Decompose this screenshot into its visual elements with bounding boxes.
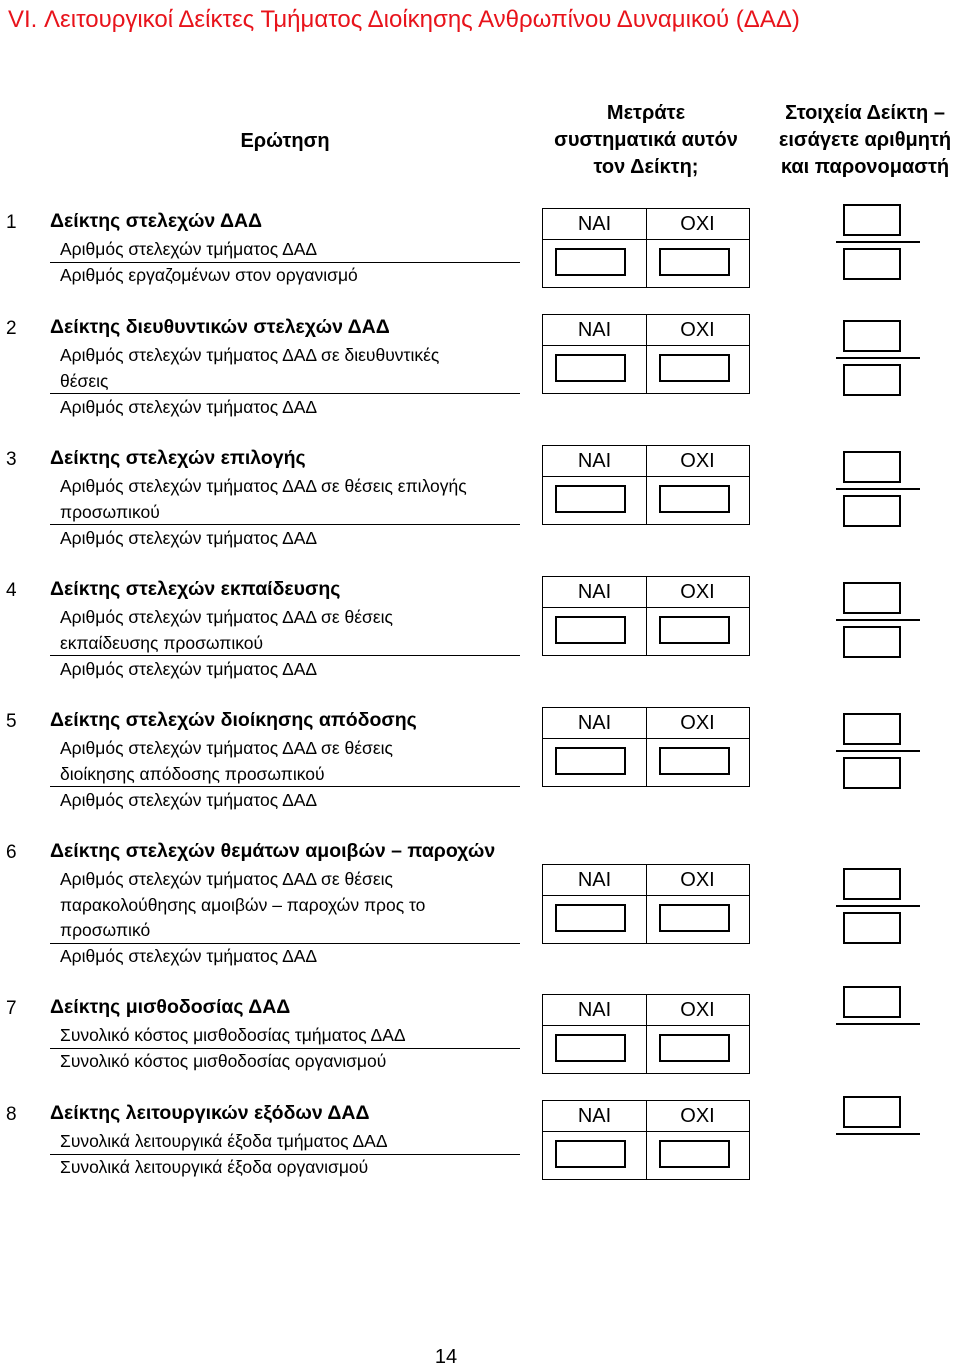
question-column-header: Ερώτηση	[240, 130, 330, 152]
denominator-text: Αριθμός στελεχών τμήματος ΔΑΔ	[60, 396, 318, 417]
column-divider	[646, 577, 647, 655]
numerator-text: Αριθμός στελεχών τμήματος ΔΑΔ	[60, 239, 318, 259]
yes-no-selector	[542, 208, 750, 288]
numerator-input[interactable]	[843, 320, 901, 352]
no-checkbox[interactable]	[659, 904, 730, 932]
row-divider	[543, 895, 749, 896]
row-divider	[543, 607, 749, 608]
no-label: ΟΧΙ	[680, 319, 715, 341]
yes-label: ΝΑΙ	[577, 581, 612, 603]
yes-label: ΝΑΙ	[577, 213, 612, 235]
data-header-line-2: εισάγετε αριθμητή	[778, 129, 952, 151]
item-number: 7	[6, 998, 17, 1019]
item-number: 4	[6, 580, 17, 601]
numerator-text: Αριθμός στελεχών τμήματος ΔΑΔ σε θέσεις επιλογής	[60, 476, 467, 496]
measure-header-line-1: Μετράτε	[606, 102, 686, 124]
yes-label: ΝΑΙ	[577, 712, 612, 734]
numerator-input[interactable]	[843, 204, 901, 236]
fraction-line	[836, 241, 920, 243]
denominator-text: Αριθμός στελεχών τμήματος ΔΑΔ	[60, 658, 318, 679]
yes-label: ΝΑΙ	[577, 1105, 612, 1127]
no-label: ΟΧΙ	[680, 581, 715, 603]
item-number: 2	[6, 318, 17, 339]
row-divider	[543, 476, 749, 477]
no-label: ΟΧΙ	[680, 869, 715, 891]
measure-column-header	[540, 100, 752, 181]
yes-checkbox[interactable]	[555, 1034, 626, 1062]
fraction-line	[836, 750, 920, 752]
denominator-input[interactable]	[843, 364, 901, 396]
yes-label: ΝΑΙ	[577, 319, 612, 341]
yes-no-selector	[542, 707, 750, 787]
numerator-text: Συνολικό κόστος μισθοδοσίας τμήματος ΔΑΔ	[60, 1025, 406, 1045]
no-checkbox[interactable]	[659, 248, 730, 276]
fraction-line	[836, 357, 920, 359]
no-checkbox[interactable]	[659, 1140, 730, 1168]
data-header-line-1: Στοιχεία Δείκτη –	[785, 102, 945, 124]
no-checkbox[interactable]	[659, 485, 730, 513]
item-number: 3	[6, 449, 17, 470]
item-title: Δείκτης λειτουργικών εξόδων ΔΑΔ	[50, 1102, 370, 1124]
yes-checkbox[interactable]	[555, 354, 626, 382]
column-divider	[646, 708, 647, 786]
yes-label: ΝΑΙ	[577, 999, 612, 1021]
numerator-input[interactable]	[843, 713, 901, 745]
denominator-text: Συνολικό κόστος μισθοδοσίας οργανισμού	[60, 1051, 387, 1071]
numerator-text: Αριθμός στελεχών τμήματος ΔΑΔ σε θέσεις	[60, 607, 393, 627]
yes-checkbox[interactable]	[555, 616, 626, 644]
numerator-input[interactable]	[843, 451, 901, 483]
numerator-text: Αριθμός στελεχών τμήματος ΔΑΔ σε θέσεις	[60, 738, 393, 758]
no-label: ΟΧΙ	[680, 999, 715, 1021]
denominator-text: Αριθμός στελεχών τμήματος ΔΑΔ	[60, 527, 318, 548]
column-divider	[646, 315, 647, 393]
yes-checkbox[interactable]	[555, 904, 626, 932]
numerator-text: διοίκησης απόδοσης προσωπικού	[60, 763, 325, 784]
numerator-text: εκπαίδευσης προσωπικού	[60, 632, 264, 653]
fraction-line	[836, 488, 920, 490]
yes-label: ΝΑΙ	[577, 450, 612, 472]
item-title: Δείκτης στελεχών διοίκησης απόδοσης	[50, 709, 417, 731]
item-title: Δείκτης στελεχών επιλογής	[50, 447, 306, 469]
no-checkbox[interactable]	[659, 747, 730, 775]
no-checkbox[interactable]	[659, 1034, 730, 1062]
denominator-text: Αριθμός στελεχών τμήματος ΔΑΔ	[60, 789, 318, 810]
denominator-input[interactable]	[843, 495, 901, 527]
page-title: VI. Λειτουργικοί Δείκτες Τμήματος Διοίκησης Ανθρωπίνου Δυναμικού (ΔΑΔ)	[8, 6, 800, 33]
item-title: Δείκτης στελεχών θεμάτων αμοιβών – παροχών	[50, 840, 496, 862]
row-divider	[543, 239, 749, 240]
numerator-input[interactable]	[843, 986, 901, 1018]
numerator-input[interactable]	[843, 582, 901, 614]
yes-label: ΝΑΙ	[577, 869, 612, 891]
denominator-input[interactable]	[843, 912, 901, 944]
column-divider	[646, 1101, 647, 1179]
yes-no-selector	[542, 445, 750, 525]
indicator-data-column-header	[770, 100, 960, 181]
yes-no-selector	[542, 314, 750, 394]
numerator-text: προσωπικού	[60, 501, 160, 522]
yes-checkbox[interactable]	[555, 747, 626, 775]
measure-header-line-2: συστηματικά αυτόν	[554, 129, 738, 151]
column-divider	[646, 446, 647, 524]
numerator-text: παρακολούθησης αμοιβών – παροχών προς το	[60, 894, 426, 915]
item-number: 8	[6, 1104, 17, 1125]
no-label: ΟΧΙ	[680, 1105, 715, 1127]
item-number: 5	[6, 711, 17, 732]
numerator-text: θέσεις	[60, 370, 109, 391]
yes-no-selector	[542, 576, 750, 656]
item-title: Δείκτης μισθοδοσίας ΔΑΔ	[50, 996, 291, 1018]
column-divider	[646, 209, 647, 287]
denominator-text: Αριθμός εργαζομένων στον οργανισμό	[60, 265, 358, 285]
numerator-text: Συνολικά λειτουργικά έξοδα τμήματος ΔΑΔ	[60, 1131, 388, 1151]
page-number: 14	[434, 1346, 458, 1368]
yes-no-selector	[542, 994, 750, 1074]
item-number: 1	[6, 212, 17, 233]
data-header-line-3: και παρονομαστή	[780, 156, 950, 178]
numerator-input[interactable]	[843, 868, 901, 900]
fraction-line	[836, 1133, 920, 1135]
no-checkbox[interactable]	[659, 616, 730, 644]
row-divider	[543, 1025, 749, 1026]
fraction-line	[836, 905, 920, 907]
numerator-text: προσωπικό	[60, 920, 151, 940]
denominator-input[interactable]	[843, 626, 901, 658]
no-label: ΟΧΙ	[680, 450, 715, 472]
yes-no-selector	[542, 1100, 750, 1180]
no-checkbox[interactable]	[659, 354, 730, 382]
yes-checkbox[interactable]	[555, 248, 626, 276]
denominator-text: Αριθμός στελεχών τμήματος ΔΑΔ	[60, 946, 318, 966]
item-title: Δείκτης στελεχών εκπαίδευσης	[50, 578, 341, 600]
column-divider	[646, 995, 647, 1073]
numerator-text: Αριθμός στελεχών τμήματος ΔΑΔ σε διευθυντικές	[60, 345, 440, 365]
fraction-line	[836, 619, 920, 621]
row-divider	[543, 1131, 749, 1132]
item-title: Δείκτης στελεχών ΔΑΔ	[50, 210, 263, 232]
fraction-line	[836, 1023, 920, 1025]
yes-checkbox[interactable]	[555, 485, 626, 513]
yes-no-selector	[542, 864, 750, 944]
numerator-input[interactable]	[843, 1096, 901, 1128]
numerator-text: Αριθμός στελεχών τμήματος ΔΑΔ σε θέσεις	[60, 869, 393, 889]
denominator-input[interactable]	[843, 248, 901, 280]
item-title: Δείκτης διευθυντικών στελεχών ΔΑΔ	[50, 316, 390, 338]
row-divider	[543, 345, 749, 346]
measure-header-line-3: τον Δείκτη;	[593, 156, 699, 178]
no-label: ΟΧΙ	[680, 712, 715, 734]
no-label: ΟΧΙ	[680, 213, 715, 235]
denominator-text: Συνολικά λειτουργικά έξοδα οργανισμού	[60, 1157, 369, 1177]
item-number: 6	[6, 842, 17, 863]
denominator-input[interactable]	[843, 757, 901, 789]
row-divider	[543, 738, 749, 739]
yes-checkbox[interactable]	[555, 1140, 626, 1168]
column-divider	[646, 865, 647, 943]
